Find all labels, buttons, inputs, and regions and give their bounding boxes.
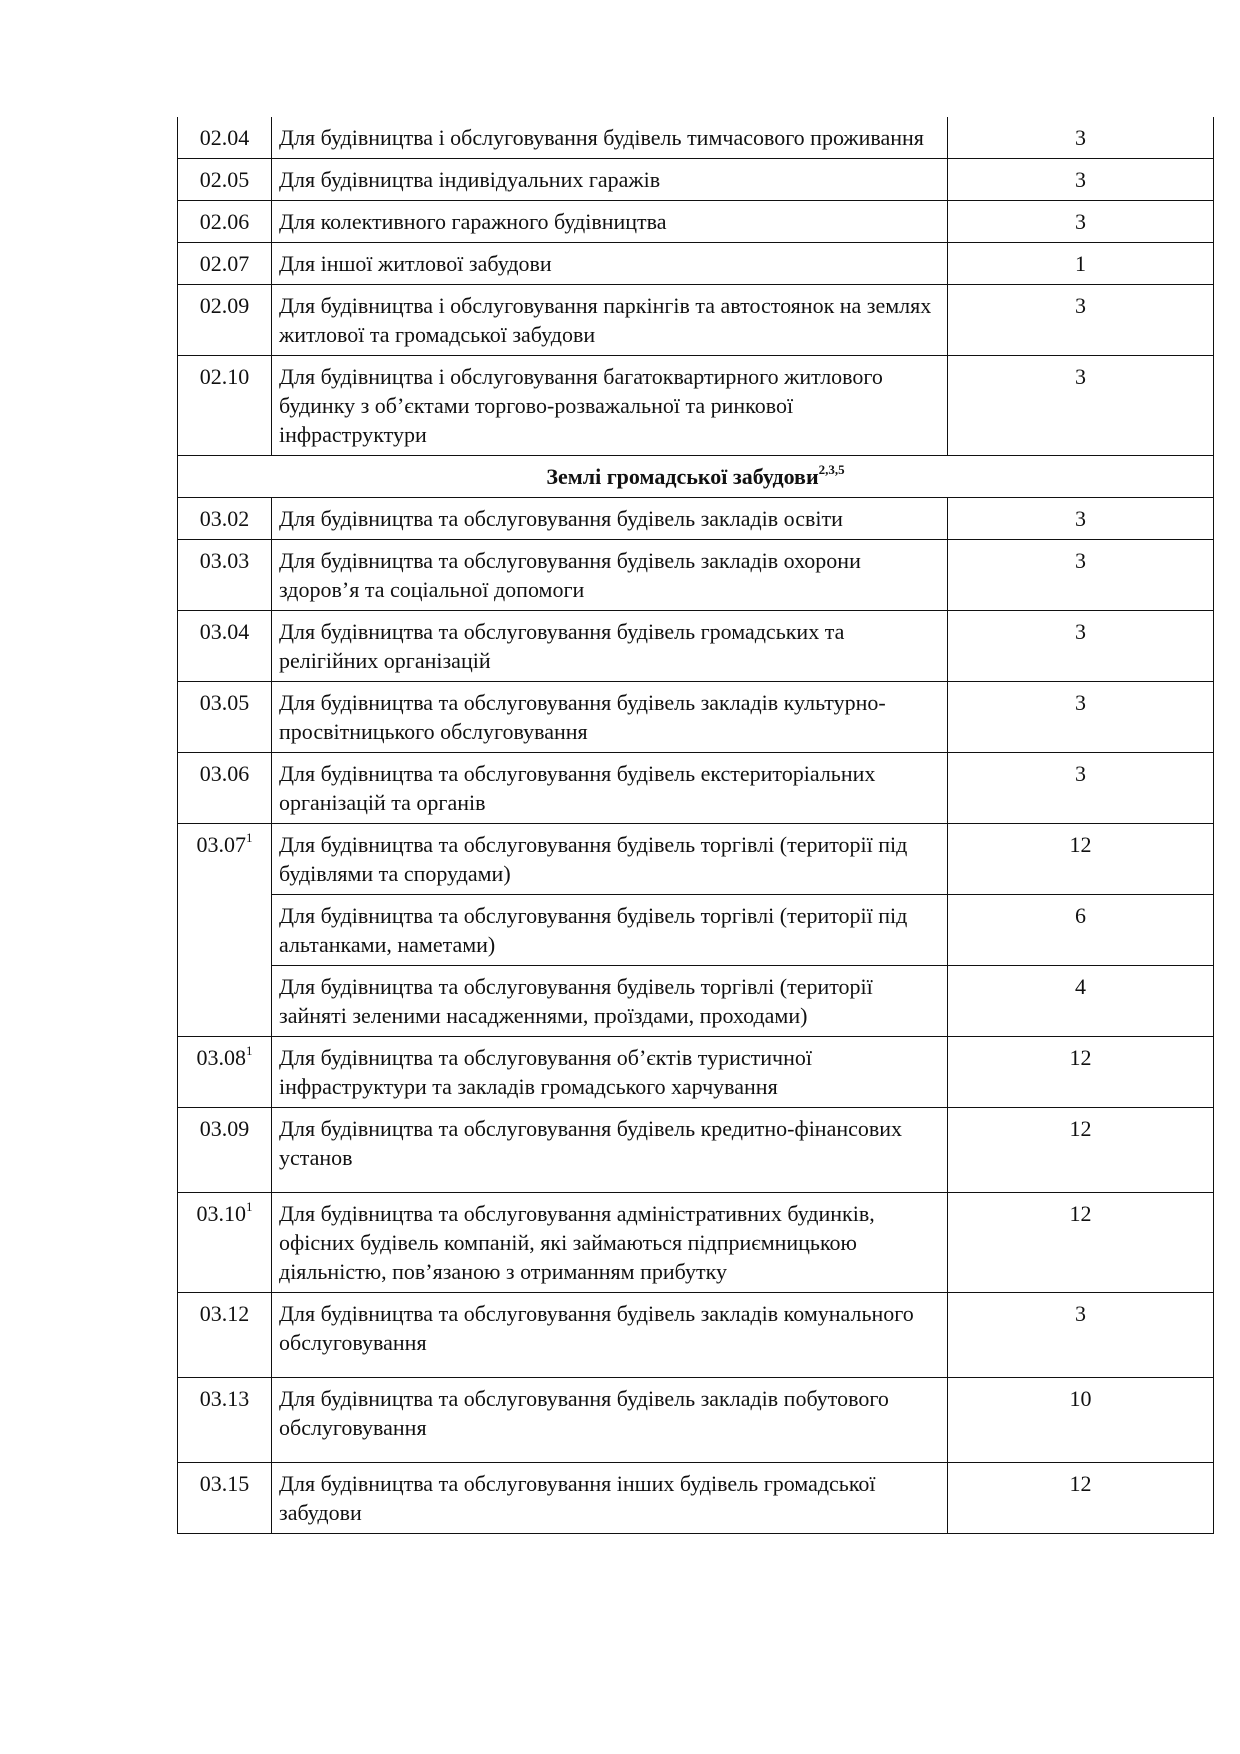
table-row: [178, 1037, 1214, 1108]
table-row: [178, 285, 1214, 356]
purpose-code: 02.10: [178, 356, 272, 456]
tax-rate: 3: [948, 201, 1214, 243]
tax-rate: 3: [948, 285, 1214, 356]
tax-rate: 12: [948, 824, 1214, 895]
table-row: [178, 611, 1214, 682]
tax-rate: 3: [948, 498, 1214, 540]
tax-rate: 3: [948, 159, 1214, 201]
purpose-code: 02.09: [178, 285, 272, 356]
table-row: [178, 824, 1214, 895]
tax-rate: 3: [948, 682, 1214, 753]
purpose-code: 03.09: [178, 1108, 272, 1193]
tax-rate: 6: [948, 895, 1214, 966]
purpose-code: 03.15: [178, 1463, 272, 1534]
tax-rate: 3: [948, 611, 1214, 682]
tax-rate: 10: [948, 1378, 1214, 1463]
purpose-description: Для будівництва і обслуговування будівель тимчасового проживання: [272, 117, 948, 159]
purpose-code: 03.05: [178, 682, 272, 753]
table-row: [178, 1108, 1214, 1193]
tax-rate: 12: [948, 1463, 1214, 1534]
purpose-description: Для будівництва і обслуговування багатоквартирного житлового будинку з об’єктами торгово-розважальної та ринкової інфраструктури: [272, 356, 948, 456]
footnote-marker: 1: [246, 829, 253, 845]
table-row: [178, 1293, 1214, 1378]
purpose-description: Для будівництва та обслуговування будівель закладів культурно-просвітницького обслуговування: [272, 682, 948, 753]
purpose-description: Для будівництва та обслуговування будівель торгівлі (території під будівлями та спорудами): [272, 824, 948, 895]
tax-rate: 3: [948, 1293, 1214, 1378]
table-row: [178, 540, 1214, 611]
table-row: [178, 243, 1214, 285]
tax-rate: 3: [948, 540, 1214, 611]
footnote-marker: 1: [246, 1042, 253, 1058]
tax-rate: 1: [948, 243, 1214, 285]
purpose-description: Для будівництва та обслуговування будівель торгівлі (території зайняті зеленими насадженнями, проїздами, проходами): [272, 966, 948, 1037]
purpose-description: Для будівництва та обслуговування будівель закладів освіти: [272, 498, 948, 540]
purpose-code: 03.12: [178, 1293, 272, 1378]
purpose-description: Для іншої житлової забудови: [272, 243, 948, 285]
table-row: [178, 201, 1214, 243]
table-row: [178, 1463, 1214, 1534]
purpose-description: Для будівництва та обслуговування будівель закладів охорони здоров’я та соціальної допомоги: [272, 540, 948, 611]
table-row: [178, 498, 1214, 540]
tax-rate: 3: [948, 117, 1214, 159]
purpose-description: Для будівництва та обслуговування будівель кредитно-фінансових установ: [272, 1108, 948, 1193]
purpose-code: 02.07: [178, 243, 272, 285]
purpose-code: 03.08$^1$: [178, 1037, 272, 1108]
table-row: [178, 159, 1214, 201]
purpose-description: Для будівництва та обслуговування інших будівель громадської забудови: [272, 1463, 948, 1534]
purpose-code: 03.07$^1$: [178, 824, 272, 1037]
purpose-description: Для будівництва та обслуговування будівель закладів комунального обслуговування: [272, 1293, 948, 1378]
purpose-description: Для будівництва та обслуговування будівель громадських та релігійних організацій: [272, 611, 948, 682]
purpose-description: Для колективного гаражного будівництва: [272, 201, 948, 243]
section-title: Землі громадської забудови$^{2,3,5}$: [178, 456, 1214, 498]
footnote-marker: 2,3,5: [818, 461, 845, 477]
purpose-description: Для будівництва і обслуговування паркінгів та автостоянок на землях житлової та громадської забудови: [272, 285, 948, 356]
purpose-description: Для будівництва та обслуговування будівель закладів побутового обслуговування: [272, 1378, 948, 1463]
purpose-code: 02.05: [178, 159, 272, 201]
tax-rate: 3: [948, 356, 1214, 456]
table-row: [178, 682, 1214, 753]
section-header-row: [178, 456, 1214, 498]
purpose-code: 03.03: [178, 540, 272, 611]
purpose-description: Для будівництва та обслуговування адміністративних будинків, офісних будівель компаній, які займаються підприємницькою діяльністю, пов’язаною з отриманням прибутку: [272, 1193, 948, 1293]
purpose-code: 03.10$^1$: [178, 1193, 272, 1293]
purpose-code: 03.06: [178, 753, 272, 824]
purpose-code: 02.06: [178, 201, 272, 243]
table-row: [178, 895, 1214, 966]
table-row: [178, 1193, 1214, 1293]
tax-rate: 12: [948, 1037, 1214, 1108]
tax-rate: 3: [948, 753, 1214, 824]
purpose-code: 03.02: [178, 498, 272, 540]
purpose-description: Для будівництва та обслуговування будівель екстериторіальних організацій та органів: [272, 753, 948, 824]
purpose-description: Для будівництва та обслуговування будівель торгівлі (території під альтанками, наметами): [272, 895, 948, 966]
tax-rate: 4: [948, 966, 1214, 1037]
land-tax-rates-table: [177, 117, 1214, 1534]
table-row: [178, 117, 1214, 159]
table-row: [178, 1378, 1214, 1463]
table-row: [178, 966, 1214, 1037]
footnote-marker: 1: [246, 1198, 253, 1214]
purpose-description: Для будівництва та обслуговування об’єктів туристичної інфраструктури та закладів громадського харчування: [272, 1037, 948, 1108]
purpose-description: Для будівництва індивідуальних гаражів: [272, 159, 948, 201]
table-row: [178, 356, 1214, 456]
table-row: [178, 753, 1214, 824]
purpose-code: 03.13: [178, 1378, 272, 1463]
purpose-code: 03.04: [178, 611, 272, 682]
tax-rate: 12: [948, 1193, 1214, 1293]
tax-rate: 12: [948, 1108, 1214, 1193]
purpose-code: 02.04: [178, 117, 272, 159]
